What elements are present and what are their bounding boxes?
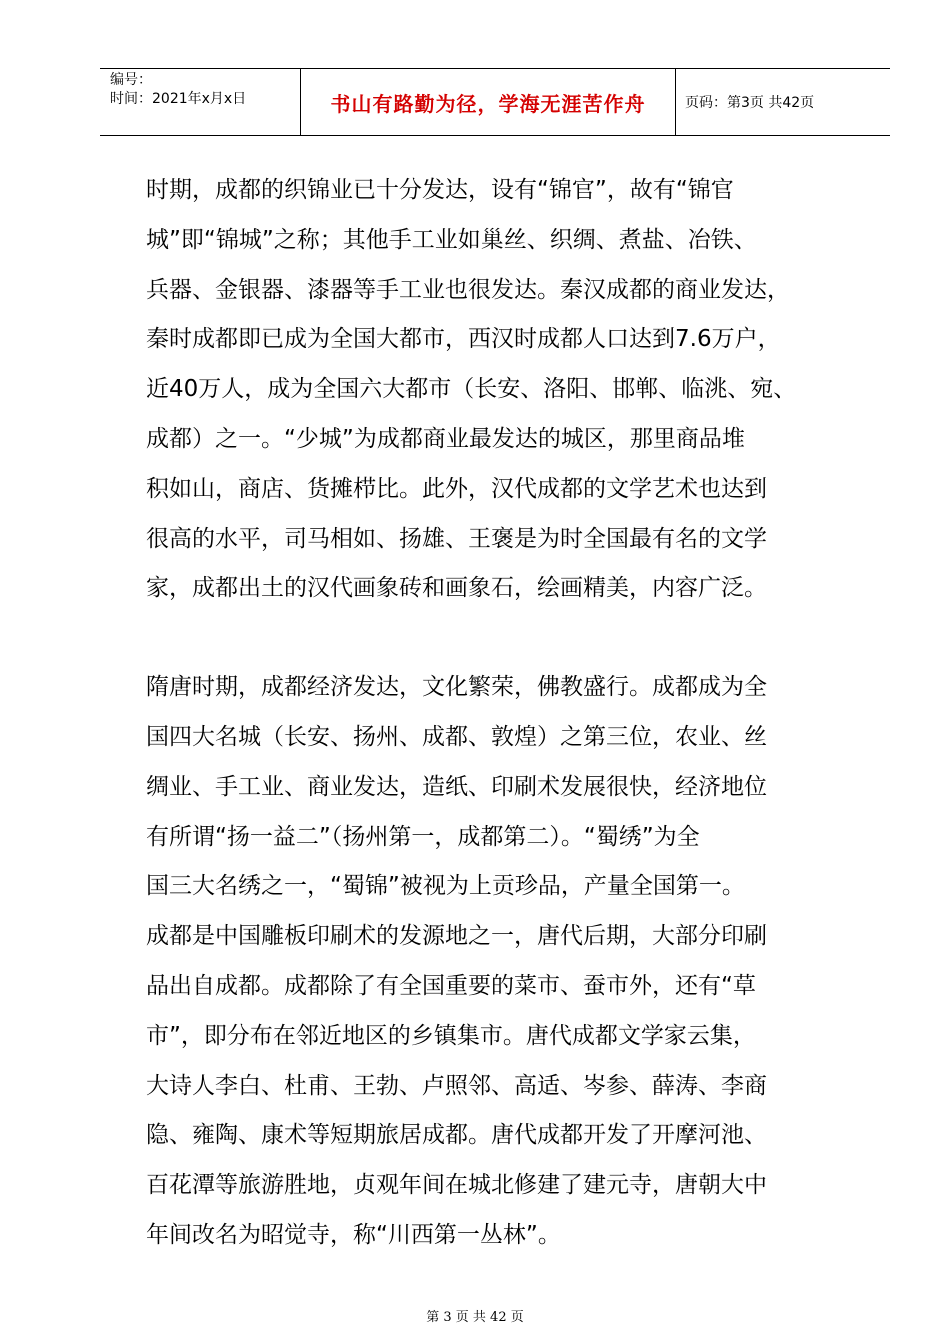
page-footer: 第 3 页 共 42 页 — [426, 1310, 524, 1325]
header-motto-cell — [301, 69, 676, 135]
text-line: 国三大名绣之一，“蜀锦”被视为上贡珍品，产量全国第一。 — [146, 873, 745, 900]
text-line: 城”即“锦城”之称；其他手工业如巢丝、织绸、煮盐、冶铁、 — [146, 226, 757, 253]
text-line: 秦时成都即已成为全国大都市，西汉时成都人口达到7.6万户， — [146, 326, 781, 353]
date-line: 时间：2021年x月x日 — [110, 91, 247, 107]
text-line: 有所谓“扬一益二”（扬州第一，成都第二）。“蜀绣”为全 — [146, 823, 700, 850]
text-line: 隐、雍陶、康术等短期旅居成都。唐代成都开发了开摩河池、 — [146, 1122, 767, 1149]
text-line: 家，成都出土的汉代画象砖和画象石，绘画精美，内容广泛。 — [146, 575, 767, 602]
header-motto: 书山有路勤为径，学海无涯苦作舟 — [330, 91, 646, 116]
text-line: 成都）之一。“少城”为成都商业最发达的城区，那里商品堆 — [146, 425, 745, 452]
text-line: 积如山，商店、货摊栉比。此外，汉代成都的文学艺术也达到 — [146, 475, 767, 502]
text-line: 品出自成都。成都除了有全国重要的菜市、蚕市外，还有“草 — [146, 972, 756, 999]
text-line: 时期，成都的织锦业已十分发达，设有“锦官”，故有“锦官 — [146, 177, 734, 203]
serial-number-label: 编号： — [110, 72, 152, 88]
text-line: 成都是中国雕板印刷术的发源地之一，唐代后期，大部分印刷 — [146, 923, 767, 950]
paragraph — [146, 663, 866, 1261]
page-header — [100, 68, 890, 136]
text-line: 年间改名为昭觉寺，称“川西第一丛林”。 — [146, 1221, 561, 1248]
header-page-info: 页码：第3页 共42页 — [685, 95, 815, 111]
text-line: 很高的水平，司马相如、扬雄、王褒是为时全国最有名的文学 — [146, 525, 767, 552]
text-line: 兵器、金银器、漆器等手工业也很发达。秦汉成都的商业发达， — [146, 276, 790, 303]
header-page-cell — [676, 69, 890, 135]
text-line: 大诗人李白、杜甫、王勃、卢照邻、高适、岑参、薛涛、李商 — [146, 1072, 767, 1099]
text-line: 国四大名城（长安、扬州、成都、敦煌）之第三位，农业、丝 — [146, 723, 767, 750]
text-line: 市”，即分布在邻近地区的乡镇集市。唐代成都文学家云集， — [146, 1022, 756, 1049]
text-line: 近40万人，成为全国六大都市（长安、洛阳、邯郸、临洮、宛、 — [146, 376, 797, 403]
text-line: 隋唐时期，成都经济发达，文化繁荣，佛教盛行。成都成为全 — [146, 674, 767, 701]
paragraph — [146, 166, 866, 614]
text-line: 百花潭等旅游胜地，贞观年间在城北修建了建元寺，唐朝大中 — [146, 1172, 767, 1199]
document-body — [146, 166, 866, 1261]
header-meta-cell — [100, 69, 301, 135]
text-line: 绸业、手工业、商业发达，造纸、印刷术发展很快，经济地位 — [146, 773, 767, 800]
